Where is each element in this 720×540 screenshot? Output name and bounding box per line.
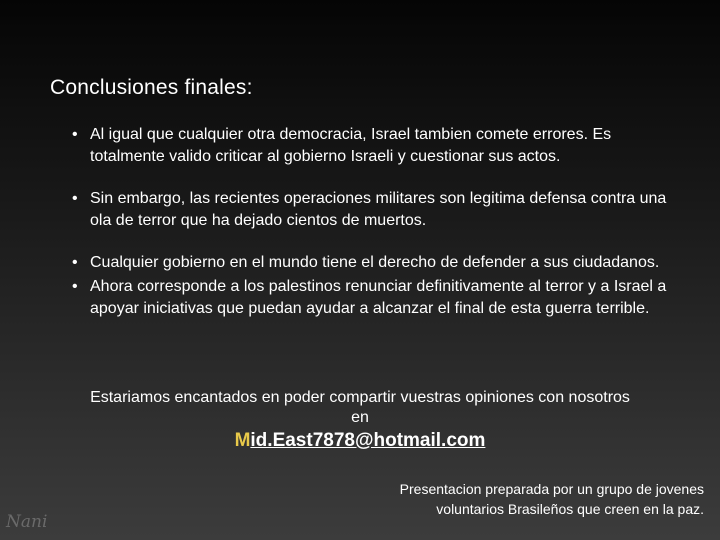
bullet-marker: • — [72, 190, 78, 207]
bullet-text: Al igual que cualquier otra democracia, Israel tambien comete errores. Es totalmente valido criticar al gobierno Israeli y cuestionar sus actos. — [90, 126, 612, 165]
bullet-list — [72, 124, 682, 320]
bullet-text: Ahora corresponde a los palestinos renunciar definitivamente al terror y a Israel a apoyar iniciativas que puedan ayudar a alcanzar el final de esta guerra terrible. — [90, 278, 667, 317]
bullet-marker: • — [72, 278, 78, 295]
bullet-item — [72, 252, 682, 274]
bullet-text: Cualquier gobierno en el mundo tiene el derecho de defender a sus ciudadanos. — [90, 254, 660, 271]
signature-watermark: Nani — [6, 512, 48, 532]
bullet-item — [72, 124, 682, 168]
bullet-marker: • — [72, 254, 78, 271]
email-link[interactable] — [0, 430, 720, 452]
slide-title: Conclusiones finales: — [50, 76, 253, 99]
credit-text: Presentacion preparada por un grupo de jovenes voluntarios Brasileños que creen en la paz. — [399, 481, 704, 517]
bullet-marker: • — [72, 126, 78, 143]
email-address: id.East7878@hotmail.com — [250, 430, 486, 451]
bullet-item — [72, 276, 682, 320]
closing-text: Estariamos encantados en poder compartir vuestras opiniones con nosotros en — [90, 389, 630, 426]
bullet-item — [72, 188, 682, 232]
email-first-letter: M — [234, 430, 251, 451]
bullet-text: Sin embargo, las recientes operaciones militares son legitima defensa contra una ola de terror que ha dejado cientos de muertos. — [90, 190, 667, 229]
